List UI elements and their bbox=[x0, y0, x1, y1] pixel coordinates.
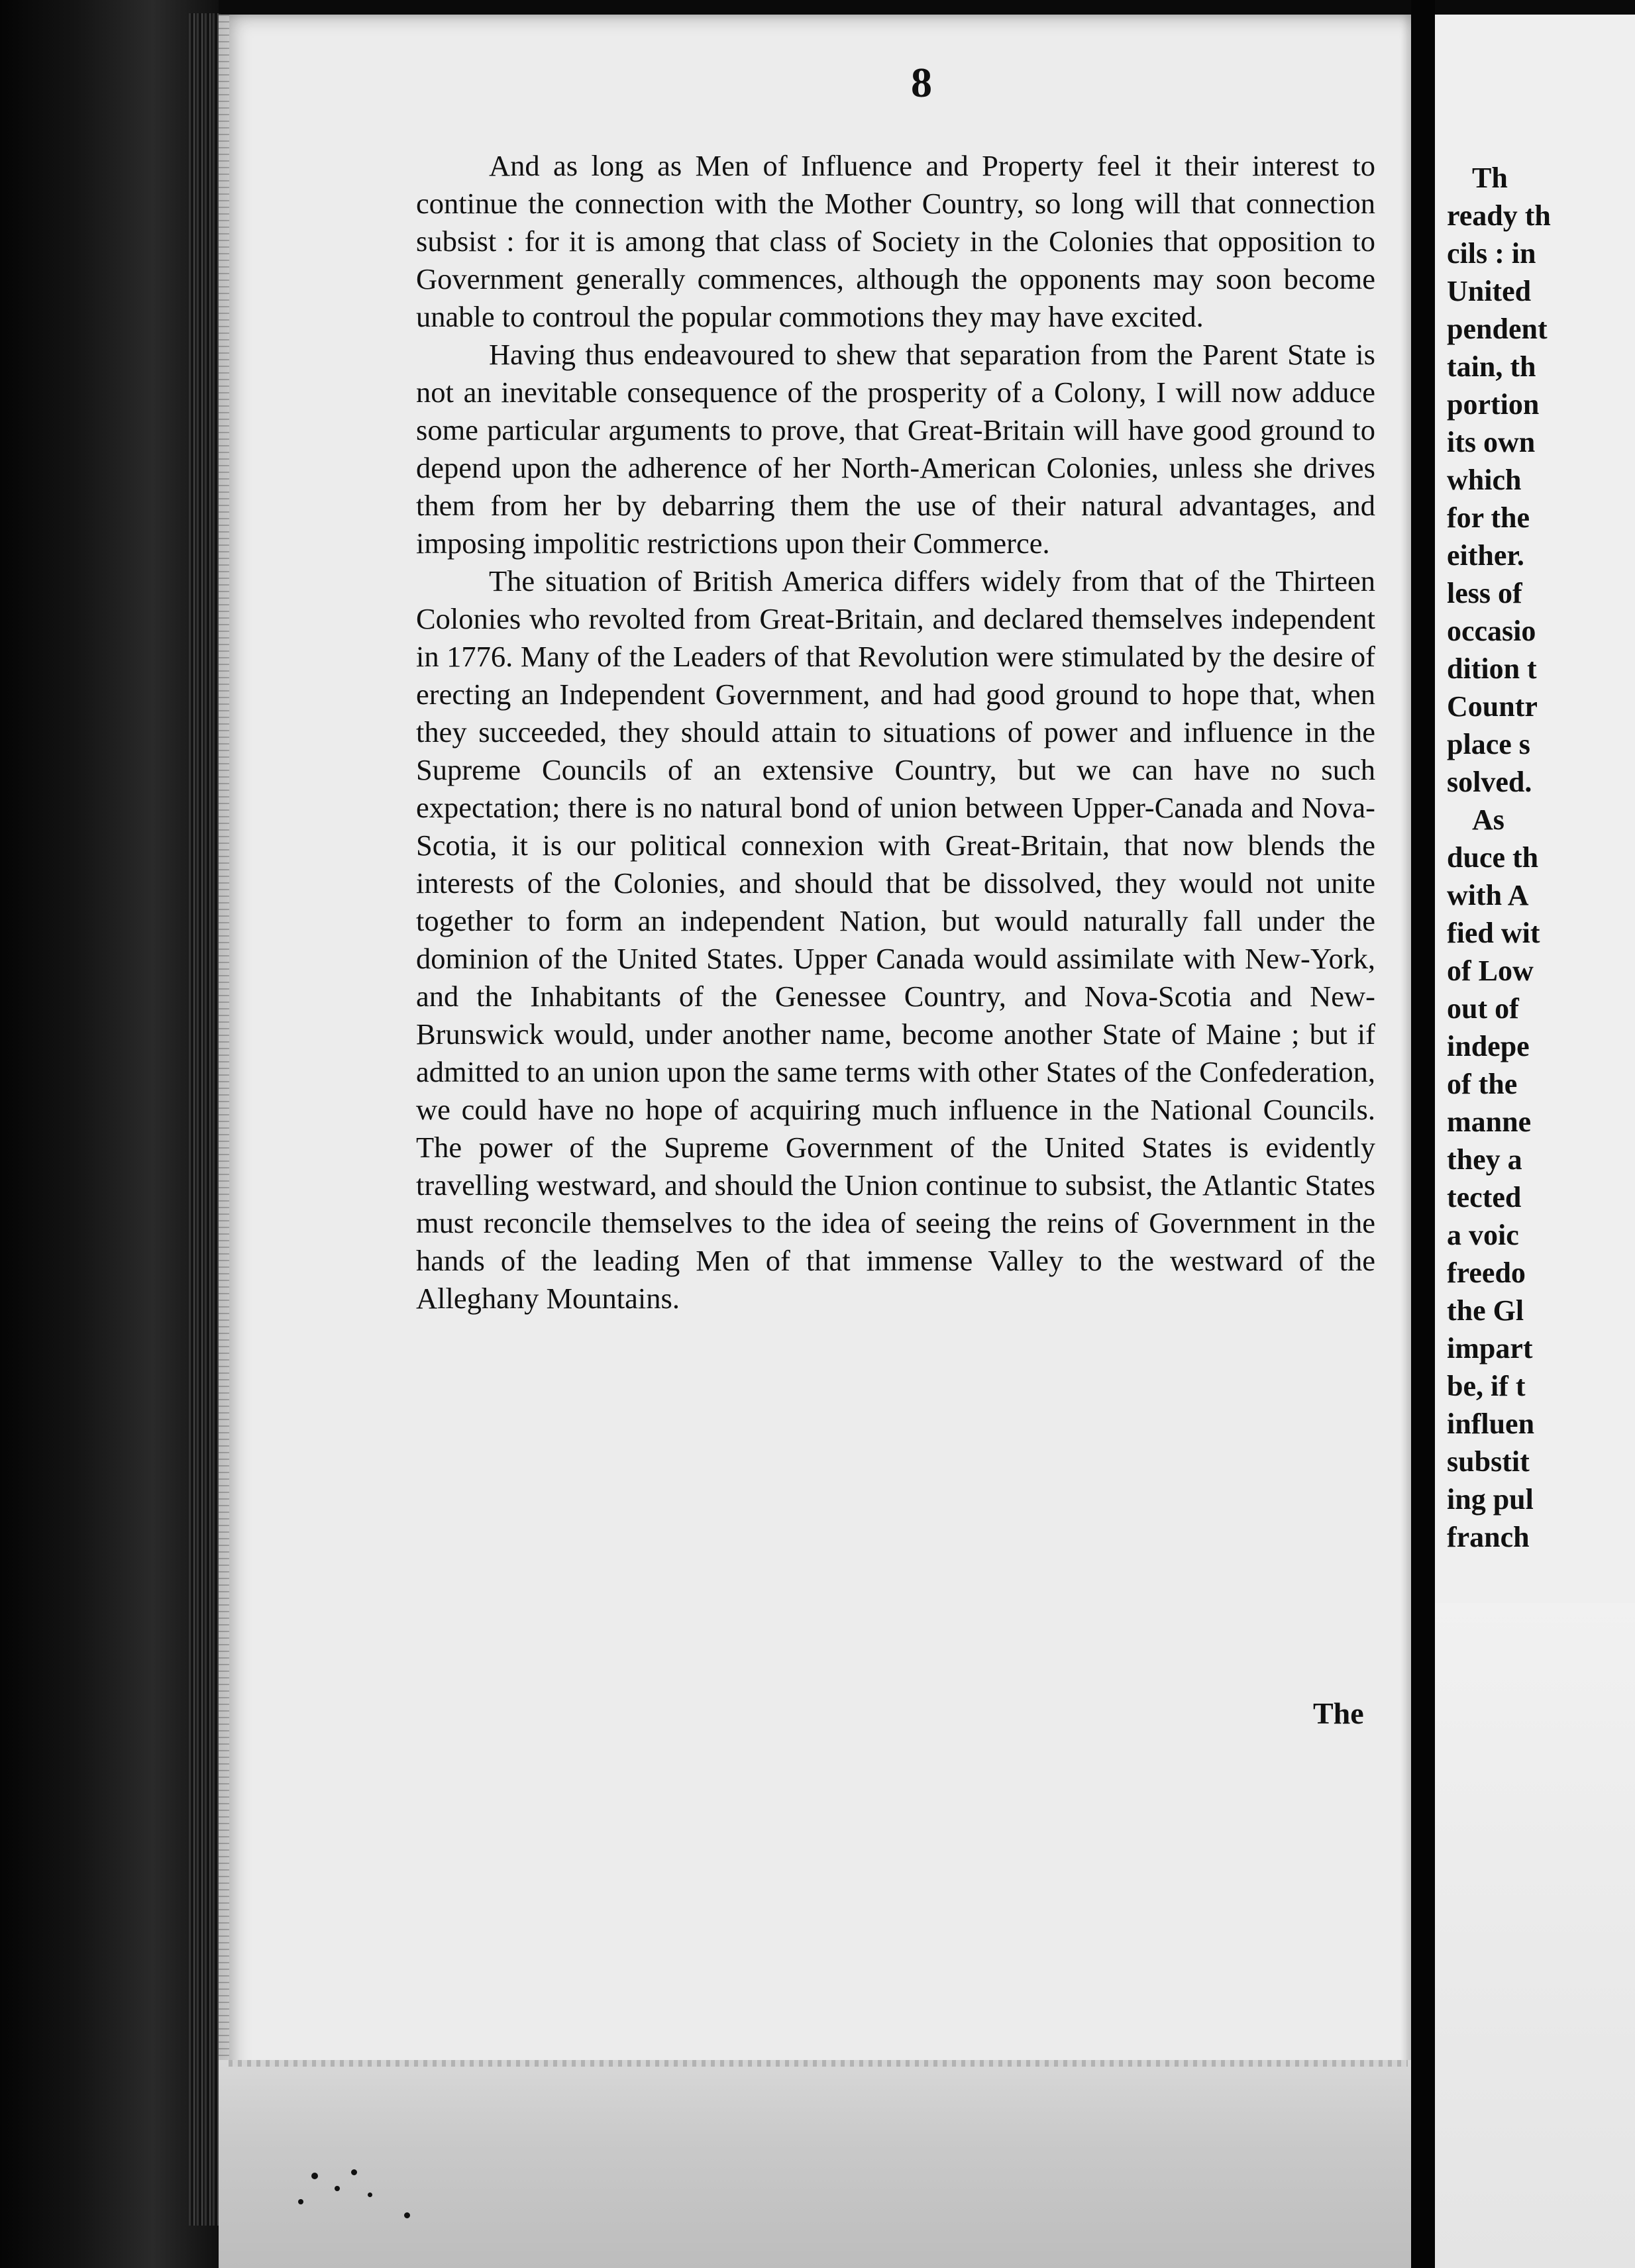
left-page-bottom-margin bbox=[219, 2060, 1411, 2268]
facing-page-line: substit bbox=[1447, 1445, 1530, 1478]
page-stack-edge bbox=[229, 2060, 1408, 2067]
facing-page-line: United bbox=[1447, 275, 1532, 307]
page-number: 8 bbox=[911, 59, 932, 106]
facing-page-line: out of bbox=[1447, 992, 1519, 1025]
ink-speck bbox=[335, 2186, 340, 2191]
ink-speck bbox=[298, 2199, 303, 2204]
facing-page-line: be, if t bbox=[1447, 1370, 1526, 1402]
facing-page-lower bbox=[1435, 1603, 1635, 2268]
facing-page-line: As bbox=[1472, 803, 1504, 836]
facing-page-line: tain, th bbox=[1447, 350, 1536, 383]
catchword: The bbox=[1313, 1696, 1364, 1730]
facing-page-line: of Low bbox=[1447, 954, 1534, 987]
facing-page-line: cils : in bbox=[1447, 237, 1536, 270]
facing-page-line: less of bbox=[1447, 577, 1522, 609]
facing-page-line: freedo bbox=[1447, 1257, 1526, 1289]
facing-page-line: which bbox=[1447, 464, 1522, 496]
facing-page-line: franch bbox=[1447, 1521, 1530, 1553]
facing-page-line: place s bbox=[1447, 728, 1530, 760]
ink-speck bbox=[368, 2192, 372, 2197]
facing-page-line: influen bbox=[1447, 1408, 1535, 1440]
page-edges bbox=[189, 13, 221, 2226]
paragraph-1: And as long as Men of Influence and Property feel it their interest to continue the connection with the Mother Country, so long will that connection subsist : for it is among that class of Society in the Colonies that opposition to Government generally commences, although the opponents may soon become unable to controul the popular commotions they may have excited. bbox=[416, 149, 1375, 333]
left-page-edge bbox=[219, 15, 229, 2068]
facing-page-line: portion bbox=[1447, 388, 1540, 421]
facing-page-line: dition t bbox=[1447, 652, 1537, 685]
facing-page-line: fied wit bbox=[1447, 917, 1540, 949]
book-spine bbox=[0, 0, 219, 2268]
facing-page-line: Countr bbox=[1447, 690, 1538, 723]
facing-page-line: its own bbox=[1447, 426, 1536, 458]
ink-speck bbox=[404, 2212, 410, 2218]
paragraph-2: Having thus endeavoured to shew that separation from the Parent State is not an inevitable consequence of the prosperity of a Colony, I will now adduce some particular arguments to prove, that Great-Britain will have good ground to depend upon the adherence of her North-American Colonies, unless she drives them from her by debarring them the use of their natural advantages, and imposing impolitic restrictions upon their Commerce. bbox=[416, 338, 1375, 560]
facing-page-line: manne bbox=[1447, 1106, 1532, 1138]
ink-speck bbox=[351, 2169, 357, 2175]
facing-page-line: either. bbox=[1447, 539, 1524, 572]
facing-page-line: ing pul bbox=[1447, 1483, 1534, 1516]
facing-page-line: ready th bbox=[1447, 199, 1551, 232]
body-text bbox=[416, 147, 1375, 1317]
facing-page-line: the Gl bbox=[1447, 1294, 1524, 1327]
facing-page-line: occasio bbox=[1447, 615, 1536, 647]
facing-page-line: pendent bbox=[1447, 313, 1548, 345]
facing-page-line: with A bbox=[1447, 879, 1529, 911]
paragraph-3: The situation of British America differs widely from that of the Thirteen Colonies who revolted from Great-Britain, and declared themselves independent in 1776. Many of the Leaders of that Revolution were stimulated by the desire of erecting an Independent Government, and had good ground to hope that, when they succeeded, they should attain to situations of power and influence in the Supreme Councils of an extensive Country, but we can have no such expectation; there is no natural bond of union between Upper-Canada and Nova-Scotia, it is our political connexion with Great-Britain, that now blends the interests of the Colonies, and should that be dissolved, they would not unite together to form an independent Nation, but would naturally fall under the dominion of the United States. Upper Canada would assimilate with New-York, and the Inhabitants of the Genessee Country, and Nova-Scotia and New-Brunswick would, under another name, become another State of Maine ; but if admitted to an union upon the same terms with other States of the Confederation, we could have no hope of acquiring much influence in the National Councils. The power of the Supreme Government of the United States is evidently travelling westward, and should the Union continue to subsist, the Atlantic States must reconcile themselves to the idea of seeing the reins of Government in the hands of the leading Men of that immense Valley to the westward of the Alleghany Mountains. bbox=[416, 564, 1375, 1315]
facing-page-line: of the bbox=[1447, 1068, 1518, 1100]
facing-page-line: they a bbox=[1447, 1143, 1522, 1176]
facing-page-line: indepe bbox=[1447, 1030, 1530, 1062]
facing-page-line: for the bbox=[1447, 501, 1530, 534]
facing-page-line: a voic bbox=[1447, 1219, 1519, 1251]
facing-page-line: solved. bbox=[1447, 766, 1532, 798]
facing-page-line: tected bbox=[1447, 1181, 1522, 1213]
ink-speck bbox=[311, 2173, 318, 2179]
facing-page-line: impart bbox=[1447, 1332, 1533, 1365]
facing-page-line: duce th bbox=[1447, 841, 1539, 874]
book-gutter bbox=[1411, 0, 1435, 2268]
facing-page-line: Th bbox=[1472, 162, 1508, 194]
